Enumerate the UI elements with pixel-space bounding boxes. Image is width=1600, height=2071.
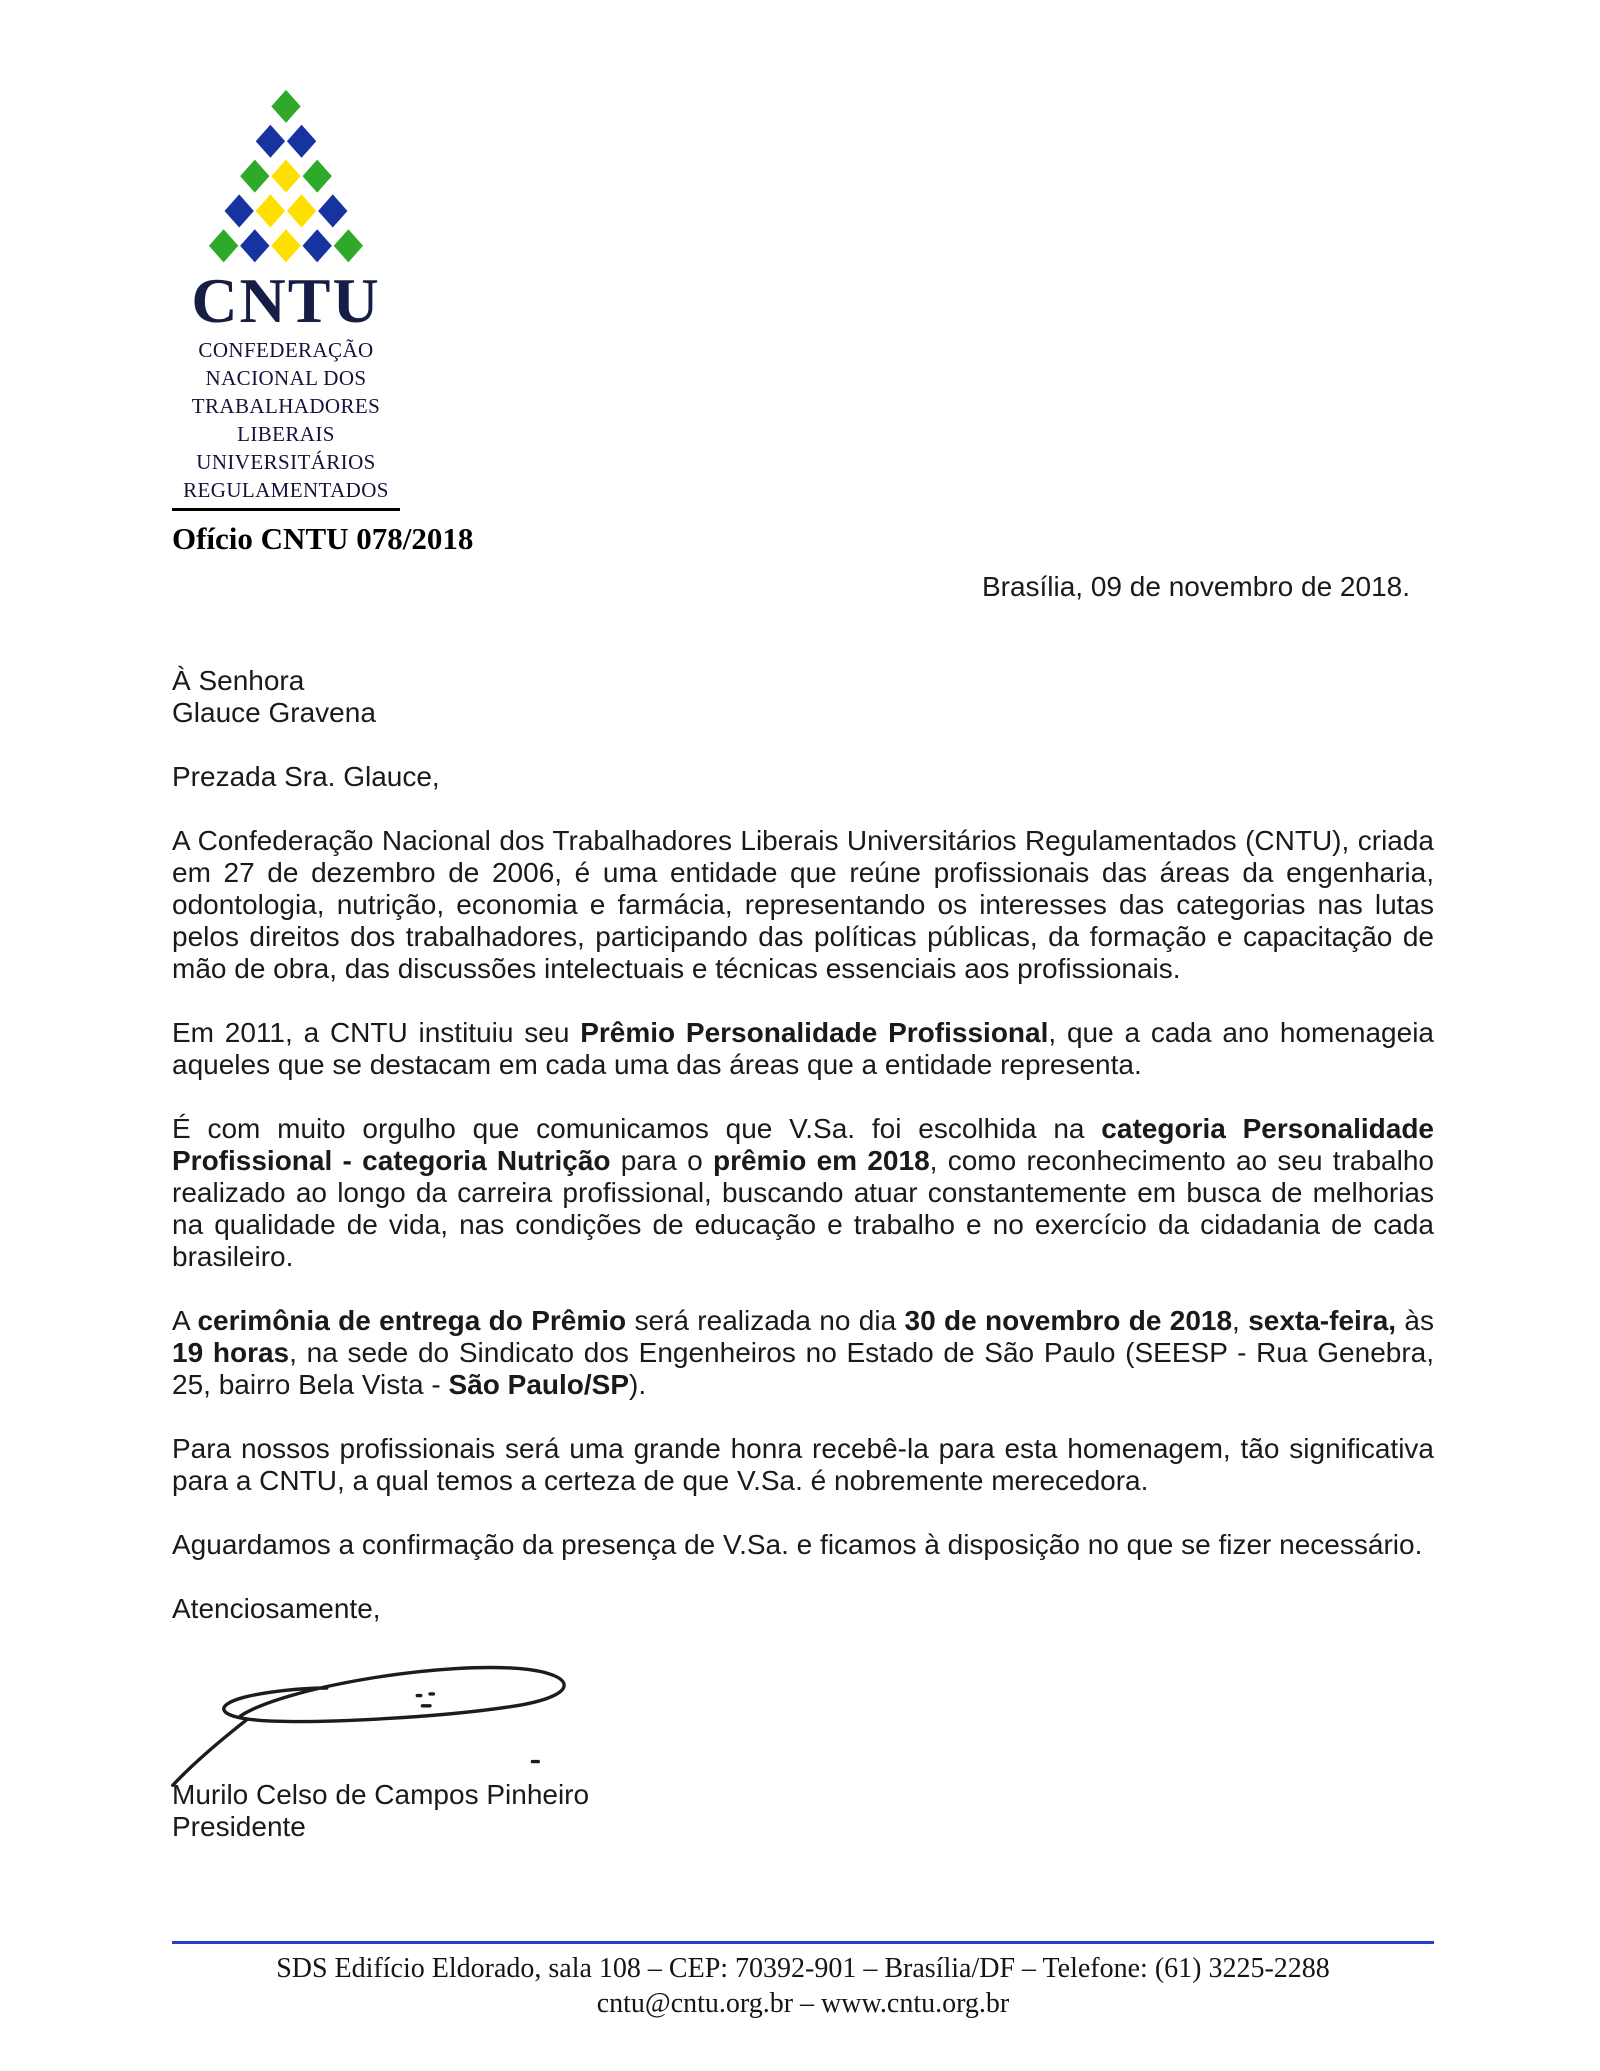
text-run: , [1232,1305,1249,1336]
org-name-line: NACIONAL DOS [205,366,367,390]
paragraph-confirmation-request [172,1529,1434,1561]
letter-body [172,665,1434,1843]
text-run: 19 horas [172,1337,290,1368]
cntu-tree-logo-icon [208,88,364,266]
org-name [172,336,400,504]
date-line: Brasília, 09 de novembro de 2018. [981,571,1410,602]
text-run: Aguardamos a confirmação da presença de V.Sa. e ficamos à disposição no que se fizer necessário. [172,1529,1423,1560]
text-run: será realizada no dia [626,1305,905,1336]
recipient-honorific: À Senhora [172,665,305,696]
footer-rule [172,1941,1434,1944]
text-run: Para nossos profissionais será uma grande honra recebê-la para esta homenagem, tão significativa para a CNTU, a qual temos a certeza de que V.Sa. é nobremente merecedora. [172,1433,1434,1496]
org-name-line: CONFEDERAÇÃO [198,338,374,362]
text-run: , como reconhecimento ao seu trabalho realizado ao longo da carreira profissional, buscando atuar constantemente em busca de melhorias na qualidade de vida, nas condições de educação e trabalho e no exercício da cidadania de cada brasileiro. [172,1145,1434,1272]
signature-area [172,1621,1434,1779]
letter-footer [172,1941,1434,2021]
text-run: prêmio em 2018 [712,1145,930,1176]
paragraph-about-cntu [172,825,1434,985]
footer-contacts: cntu@cntu.org.br – www.cntu.org.br [596,1988,1010,2019]
text-run: São Paulo/SP [448,1369,630,1400]
paragraph-ceremony-details [172,1305,1434,1401]
signer-name: Murilo Celso de Campos Pinheiro [172,1779,590,1810]
text-run: A [172,1305,198,1336]
signer-block [172,1779,1434,1843]
text-run: É com muito orgulho que comunicamos que V.Sa. foi escolhida na [172,1113,1102,1144]
paragraph-honor [172,1433,1434,1497]
text-run: , na sede do Sindicato dos Engenheiros no Estado de São Paulo (SEESP - Rua Genebra, 25, bairro Bela Vista - [172,1337,1435,1400]
text-run: A Confederação Nacional dos Trabalhadores Liberais Universitários Regulamentados (CNTU), criada em 27 de dezembro de 2006, é uma entidade que reúne profissionais das áreas da engenharia, odontologia, nutrição, economia e farmácia, representando os interesses das categorias nas lutas pelos direitos dos trabalhadores, participando das políticas públicas, da formação e capacitação de mão de obra, das discussões intelectuais e técnicas essenciais aos profissionais. [172,825,1434,984]
valediction: Atenciosamente, [172,1593,381,1624]
recipient-name: Glauce Gravena [172,697,376,728]
footer-address: SDS Edifício Eldorado, sala 108 – CEP: 70392-901 – Brasília/DF – Telefone: (61) 3225-2288 [276,1953,1330,1984]
text-run: ). [629,1369,647,1400]
signer-title: Presidente [172,1811,306,1842]
text-run: às [1396,1305,1434,1336]
text-run: cerimônia de entrega do Prêmio [197,1305,627,1336]
text-run: , que a cada ano homenageia aqueles que se destacam em cada uma das áreas que a entidade representa. [172,1017,1434,1080]
recipient-block [172,665,1434,729]
org-name-line: LIBERAIS [237,422,335,446]
text-run: Em 2011, a CNTU instituiu seu [172,1017,581,1048]
text-run: categoria Personalidade Profissional - categoria Nutrição [172,1113,1434,1176]
text-run: sexta-feira, [1248,1305,1397,1336]
salutation: Prezada Sra. Glauce, [172,761,440,792]
cntu-wordmark: CNTU [191,265,381,336]
document-reference: Ofício CNTU 078/2018 [172,521,474,556]
text-run: para o [610,1145,713,1176]
org-name-line: UNIVERSITÁRIOS [196,450,376,474]
logo-underline [172,508,400,511]
org-name-line: TRABALHADORES [191,394,381,418]
paragraph-premio-history [172,1017,1434,1081]
handwritten-signature-icon [166,1621,606,1799]
cntu-logo-block [172,88,474,559]
text-run: 30 de novembro de 2018 [904,1305,1233,1336]
paragraph-award-announcement [172,1113,1434,1273]
org-name-line: REGULAMENTADOS [183,478,389,502]
text-run: Prêmio Personalidade Profissional [580,1017,1049,1048]
